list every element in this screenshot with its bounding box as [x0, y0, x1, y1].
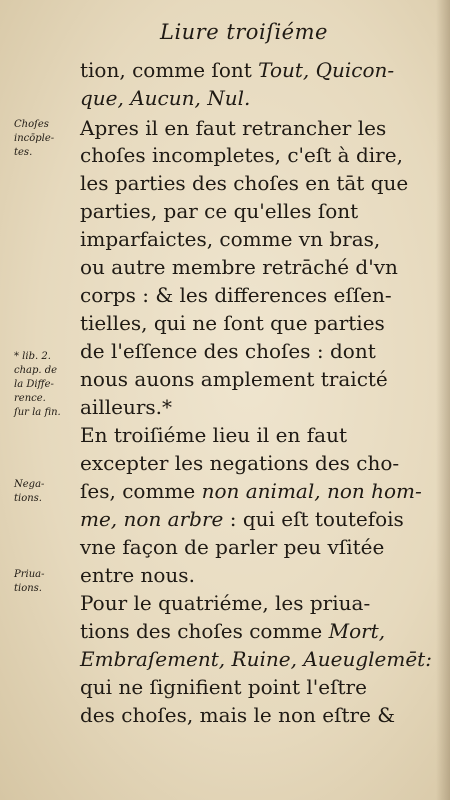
text-line: que, Aucun, Nul.	[80, 86, 251, 110]
running-head: Liure troiſiéme	[160, 20, 328, 44]
marginal-line: incōple-	[14, 133, 55, 144]
marginal-note-privations	[14, 568, 76, 596]
text-line: ailleurs.*	[80, 395, 173, 419]
marginal-line: * lib. 2.	[14, 351, 51, 362]
text-line: des choſes, mais le non eſtre &	[80, 703, 396, 727]
text-line: tielles, qui ne ſont que parties	[80, 311, 385, 335]
text-line: me, non arbre : qui eſt toutefois	[80, 507, 404, 531]
page-gutter-shadow	[436, 0, 450, 800]
text-line: choſes incompletes, c'eſt à dire,	[80, 143, 403, 167]
text-line: qui ne ſignifient point l'eſtre	[80, 675, 367, 699]
text-line: Pour le quatriéme, les priua-	[80, 591, 371, 615]
text-line: de l'eſſence des choſes : dont	[80, 339, 376, 363]
text-line: ſes, comme non animal, non hom-	[80, 479, 422, 503]
marginal-note-choses-incompletes	[14, 118, 76, 160]
text-line: tion, comme ſont Tout, Quicon-	[80, 58, 395, 82]
marginal-line: Priua-	[14, 569, 45, 580]
marginal-note-reference	[14, 350, 76, 420]
text-line: En troiſiéme lieu il en faut	[80, 423, 348, 447]
marginal-line: Choſes	[14, 119, 49, 130]
marginal-line: rence.	[14, 393, 46, 404]
marginal-line: tions.	[14, 583, 42, 594]
text-line: vne façon de parler peu vſitée	[80, 535, 385, 559]
marginal-line: la Diffe-	[14, 379, 54, 390]
marginal-line: chap. de	[14, 365, 58, 376]
text-line: corps : & les differences eſſen-	[80, 283, 392, 307]
marginal-line: tes.	[14, 147, 33, 158]
text-line: ou autre membre retrāché d'vn	[80, 255, 398, 279]
text-line: Apres il en faut retrancher les	[80, 116, 387, 140]
text-line: imparfaictes, comme vn bras,	[80, 227, 381, 251]
text-line: les parties des choſes en tāt que	[80, 171, 409, 195]
marginal-line: tions.	[14, 493, 42, 504]
text-line: parties, par ce qu'elles ſont	[80, 199, 359, 223]
marginal-note-negations	[14, 478, 76, 506]
text-line: excepter les negations des cho-	[80, 451, 400, 475]
marginal-line: ſur la fin.	[14, 407, 61, 418]
text-line: tions des choſes comme Mort,	[80, 619, 386, 643]
marginal-line: Nega-	[14, 479, 45, 490]
text-line: Embraſement, Ruine, Aueuglemēt:	[80, 647, 432, 671]
text-line: nous auons amplement traicté	[80, 367, 388, 391]
text-line: entre nous.	[80, 563, 195, 587]
